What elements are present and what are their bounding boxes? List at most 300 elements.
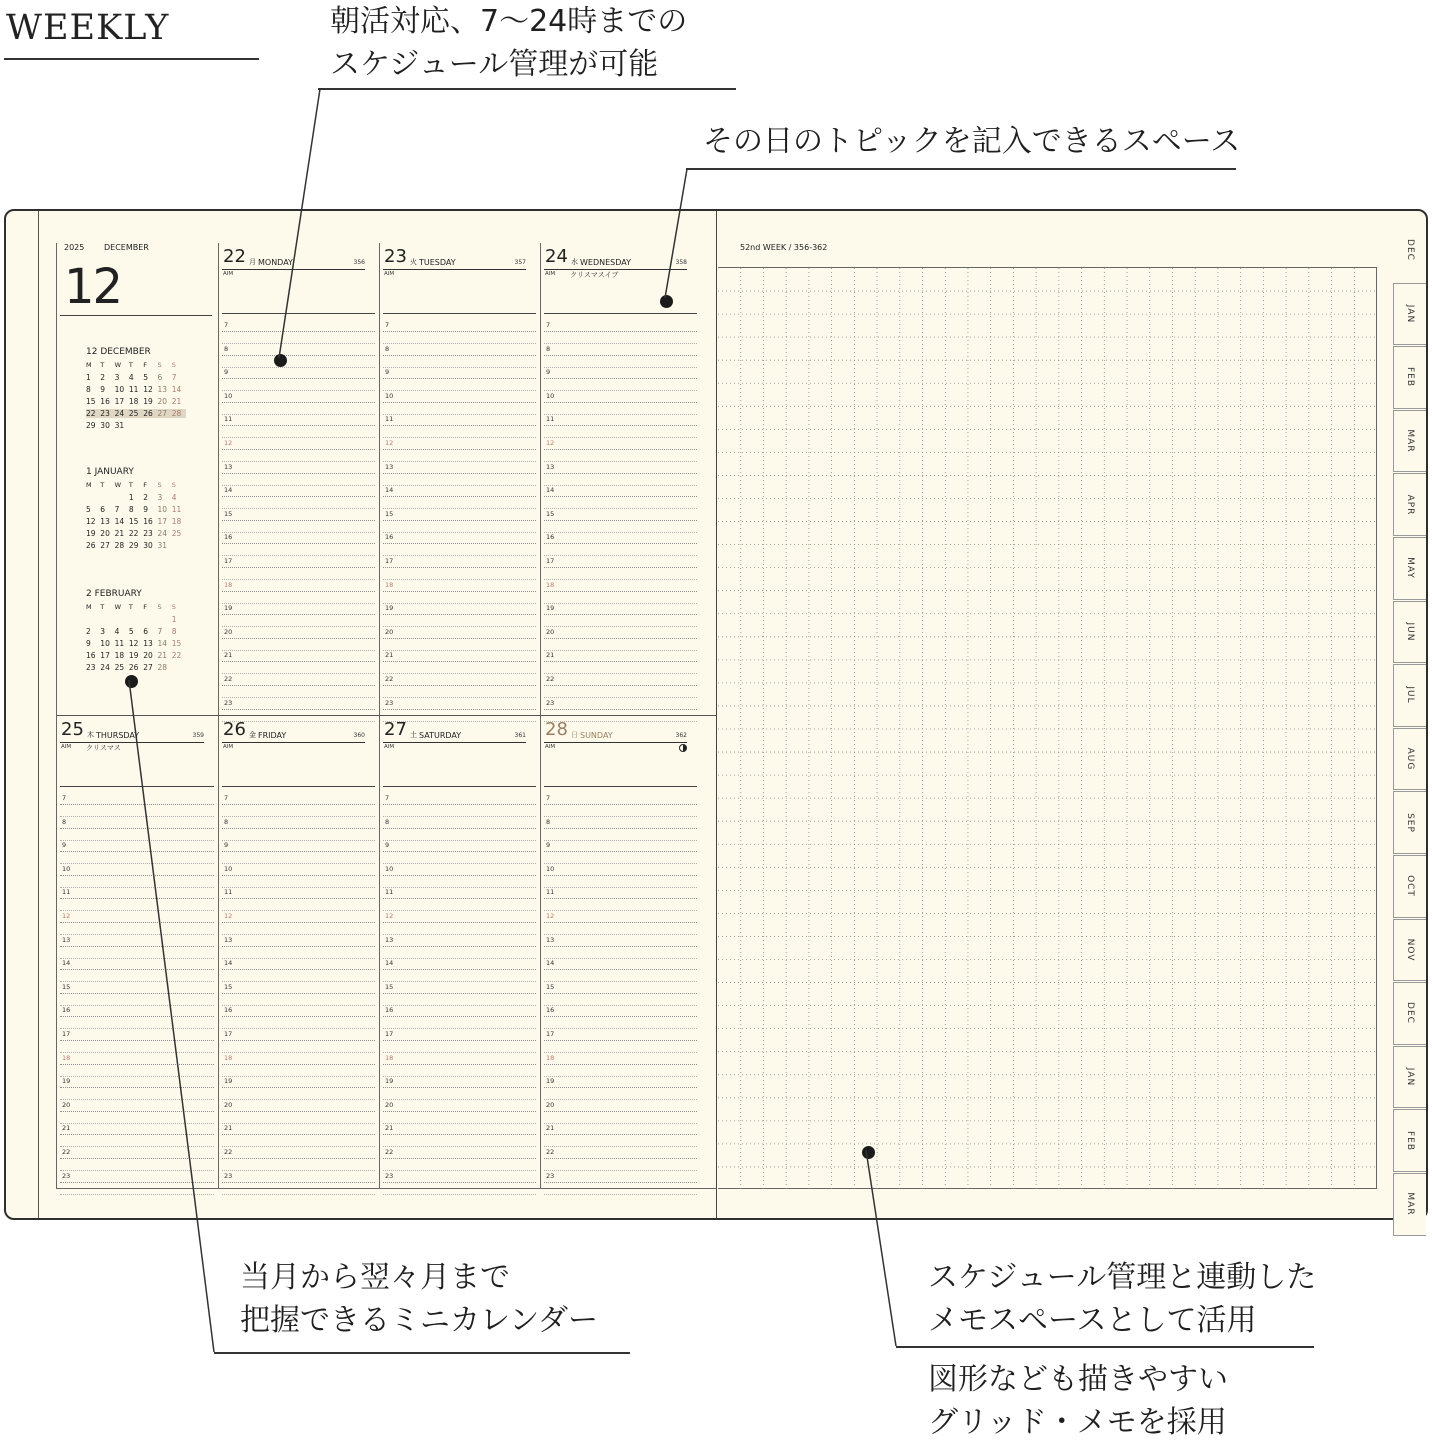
hour-label: 16 xyxy=(224,1006,233,1015)
calendar-day: 14 xyxy=(171,385,182,394)
hour-label: 7 xyxy=(224,794,229,802)
calendar-day: 15 xyxy=(86,397,96,406)
day-of-year: 360 xyxy=(353,732,365,739)
day-of-year: 356 xyxy=(353,259,365,266)
hour-label: 10 xyxy=(224,391,233,400)
year-label: 2025 xyxy=(64,243,85,252)
day-number: 22 xyxy=(223,246,246,267)
hour-label: 14 xyxy=(62,959,71,968)
day-name: MONDAY xyxy=(258,258,293,267)
calendar-day: 9 xyxy=(86,639,91,648)
hour-label: 23 xyxy=(224,1171,233,1180)
hour-label: 20 xyxy=(224,1100,233,1109)
hour-label: 11 xyxy=(224,415,233,424)
hour-label: 17 xyxy=(546,1030,555,1038)
leader-line xyxy=(665,169,687,298)
day-of-year: 357 xyxy=(514,259,526,266)
leader-line xyxy=(866,1150,896,1346)
hour-label: 17 xyxy=(224,557,233,565)
calendar-day: 7 xyxy=(171,373,177,382)
month-tab-label: OCT xyxy=(1405,875,1415,898)
weekday-label: S xyxy=(157,361,162,369)
hour-label: 14 xyxy=(224,486,233,495)
hour-label: 22 xyxy=(62,1148,71,1156)
weekday-label: S xyxy=(171,481,176,489)
callout-grid-line2: グリッド・メモを採用 xyxy=(928,1405,1227,1440)
month-tab-label: MAY xyxy=(1405,557,1415,580)
weekday-label: M xyxy=(86,361,92,369)
callout-memo-rule xyxy=(896,1346,1314,1348)
calendar-day: 17 xyxy=(100,651,110,660)
calendar-day: 22 xyxy=(86,409,100,418)
hour-label: 19 xyxy=(224,604,233,613)
hour-label: 16 xyxy=(385,533,394,542)
hour-label: 17 xyxy=(385,557,394,565)
calendar-day: 12 xyxy=(143,385,153,394)
calendar-day: 9 xyxy=(100,385,106,394)
calendar-day: 29 xyxy=(86,421,96,430)
hour-label: 12 xyxy=(385,439,394,447)
day-name: THURSDAY xyxy=(96,731,140,740)
hour-label: 13 xyxy=(224,462,233,471)
day-note: クリスマス xyxy=(86,744,121,752)
calendar-day: 7 xyxy=(114,505,120,514)
weekday-label: S xyxy=(157,481,162,489)
hour-label: 20 xyxy=(546,1100,555,1109)
hour-label: 8 xyxy=(385,344,390,353)
hour-label: 12 xyxy=(385,912,394,920)
hour-label: 8 xyxy=(546,817,551,826)
hour-label: 13 xyxy=(546,462,555,471)
hour-label: 21 xyxy=(224,651,233,660)
hour-label: 11 xyxy=(62,888,71,897)
weekday-label: T xyxy=(128,481,133,489)
leader-line xyxy=(279,89,320,358)
calendar-day: 27 xyxy=(157,409,171,418)
day-number: 23 xyxy=(384,246,407,267)
hour-label: 16 xyxy=(385,1006,394,1015)
calendar-day: 23 xyxy=(143,529,153,538)
calendar-day: 4 xyxy=(171,493,177,502)
hour-label: 16 xyxy=(546,533,555,542)
calendar-day: 24 xyxy=(157,529,168,538)
hour-label: 9 xyxy=(546,368,551,377)
month-tab-label: FEB xyxy=(1405,367,1415,388)
calendar-day: 21 xyxy=(171,397,182,406)
hour-label: 11 xyxy=(224,888,233,897)
hour-label: 22 xyxy=(224,1148,233,1156)
hour-label: 7 xyxy=(62,794,67,802)
calendar-day: 27 xyxy=(100,541,110,550)
calendar-day: 17 xyxy=(114,397,125,406)
calendar-day: 30 xyxy=(100,421,110,430)
weekday-label: T xyxy=(100,361,105,369)
calendar-day: 5 xyxy=(86,505,91,514)
day-name: WEDNESDAY xyxy=(580,258,631,267)
hour-label: 9 xyxy=(385,368,390,377)
hour-label: 16 xyxy=(62,1006,71,1015)
callout-grid xyxy=(928,1358,1228,1444)
hour-label: 13 xyxy=(62,935,71,944)
calendar-day: 10 xyxy=(100,639,110,648)
calendar-day: 22 xyxy=(128,529,139,538)
month-tab-label: SEP xyxy=(1405,812,1415,833)
hour-label: 10 xyxy=(62,864,71,873)
hour-label: 21 xyxy=(546,1124,555,1133)
month-tab-label: JUL xyxy=(1405,686,1415,705)
calendar-day: 18 xyxy=(171,517,182,526)
callout-hours-line1: 朝活対応、7～24時までの xyxy=(330,4,688,39)
callout-hours-line2: スケジュール管理が可能 xyxy=(330,47,659,82)
calendar-day: 15 xyxy=(128,517,139,526)
hour-label: 20 xyxy=(62,1100,71,1109)
hour-label: 15 xyxy=(546,509,555,518)
calendar-day: 21 xyxy=(114,529,125,538)
hour-label: 21 xyxy=(546,651,555,660)
calendar-day: 6 xyxy=(157,373,163,382)
weekday-label: T xyxy=(128,603,133,611)
day-name: TUESDAY xyxy=(419,258,456,267)
calendar-day: 8 xyxy=(171,627,177,636)
hour-label: 18 xyxy=(224,580,233,589)
calendar-day: 22 xyxy=(171,651,182,660)
calendar-day: 24 xyxy=(115,409,129,418)
calendar-day: 17 xyxy=(157,517,168,526)
hour-label: 13 xyxy=(546,935,555,944)
mini-calendar-title: 1 JANUARY xyxy=(86,467,134,477)
month-tab-label: JAN xyxy=(1405,304,1415,324)
hour-label: 10 xyxy=(224,864,233,873)
hour-label: 7 xyxy=(385,321,390,329)
day-number: 25 xyxy=(61,719,84,740)
calendar-day: 1 xyxy=(86,373,91,382)
calendar-day: 21 xyxy=(157,651,168,660)
hour-label: 21 xyxy=(385,1124,394,1133)
hour-label: 10 xyxy=(546,391,555,400)
hour-label: 22 xyxy=(546,1148,555,1156)
calendar-day: 20 xyxy=(143,651,153,660)
hour-label: 9 xyxy=(224,368,229,377)
calendar-day: 6 xyxy=(100,505,106,514)
hour-label: 17 xyxy=(546,557,555,565)
hour-label: 13 xyxy=(385,462,394,471)
hour-label: 22 xyxy=(546,675,555,683)
calendar-day: 2 xyxy=(100,373,106,382)
hour-label: 23 xyxy=(546,698,555,707)
aim-label: AIM xyxy=(61,744,72,750)
hour-label: 19 xyxy=(385,604,394,613)
calendar-day: 2 xyxy=(143,493,148,502)
hour-label: 20 xyxy=(224,627,233,636)
day-kanji: 日 xyxy=(571,731,578,739)
day-number: 26 xyxy=(223,719,246,740)
hour-label: 7 xyxy=(546,794,551,802)
hour-label: 9 xyxy=(546,841,551,850)
hour-label: 10 xyxy=(546,864,555,873)
month-name: DECEMBER xyxy=(104,243,149,252)
aim-label: AIM xyxy=(223,271,234,277)
hour-label: 17 xyxy=(385,1030,394,1038)
calendar-day: 18 xyxy=(114,651,125,660)
hour-label: 15 xyxy=(385,982,394,991)
hour-label: 19 xyxy=(385,1077,394,1086)
calendar-day: 9 xyxy=(143,505,148,514)
calendar-day: 25 xyxy=(129,409,143,418)
callout-grid-line1: 図形なども描きやすい xyxy=(928,1362,1228,1397)
calendar-day: 8 xyxy=(86,385,91,394)
hour-label: 10 xyxy=(385,391,394,400)
calendar-day: 2 xyxy=(86,627,91,636)
hour-label: 12 xyxy=(546,439,555,447)
calendar-day: 1 xyxy=(128,493,134,502)
hour-label: 15 xyxy=(385,509,394,518)
weekday-label: S xyxy=(171,603,176,611)
hour-label: 19 xyxy=(546,1077,555,1086)
callout-topic-line1: その日のトピックを記入できるスペース xyxy=(703,124,1241,159)
calendar-day: 16 xyxy=(143,517,153,526)
calendar-day: 1 xyxy=(171,615,177,624)
calendar-day: 11 xyxy=(128,385,139,394)
calendar-day: 3 xyxy=(100,627,106,636)
calendar-day: 14 xyxy=(114,517,125,526)
weekday-label: S xyxy=(157,603,162,611)
hour-label: 12 xyxy=(62,912,71,920)
hour-label: 7 xyxy=(385,794,390,802)
calendar-day: 4 xyxy=(128,373,134,382)
hour-label: 18 xyxy=(546,580,555,589)
mini-calendar-title: 2 FEBRUARY xyxy=(86,589,142,599)
hour-label: 23 xyxy=(546,1171,555,1180)
weekday-label: T xyxy=(128,361,133,369)
calendar-day: 29 xyxy=(128,541,139,550)
calendar-day: 31 xyxy=(157,541,168,550)
calendar-day: 28 xyxy=(172,409,186,418)
calendar-day: 23 xyxy=(100,409,114,418)
calendar-day: 28 xyxy=(157,663,168,672)
day-name: SUNDAY xyxy=(580,731,613,740)
hour-label: 18 xyxy=(385,1053,394,1062)
hour-label: 14 xyxy=(546,959,555,968)
hour-label: 15 xyxy=(224,982,233,991)
month-tab-label: MAR xyxy=(1405,429,1415,453)
calendar-day: 5 xyxy=(128,627,134,636)
hour-label: 19 xyxy=(224,1077,233,1086)
callout-mini-calendar-line2: 把握できるミニカレンダー xyxy=(240,1303,599,1338)
aim-label: AIM xyxy=(384,744,395,750)
hour-label: 11 xyxy=(546,415,555,424)
hour-label: 20 xyxy=(385,627,394,636)
hour-label: 8 xyxy=(546,344,551,353)
calendar-day: 15 xyxy=(171,639,182,648)
hour-label: 11 xyxy=(385,888,394,897)
day-number: 24 xyxy=(545,246,568,267)
month-tab-label: MAR xyxy=(1405,1192,1415,1216)
calendar-day: 6 xyxy=(143,627,148,636)
calendar-day: 19 xyxy=(143,397,153,406)
weekday-label: F xyxy=(143,481,147,489)
calendar-day: 24 xyxy=(100,663,110,672)
calendar-day: 20 xyxy=(157,397,168,406)
callout-memo-line2: メモスペースとして活用 xyxy=(928,1303,1257,1338)
hour-label: 22 xyxy=(224,675,233,683)
calendar-day: 12 xyxy=(86,517,96,526)
hour-label: 14 xyxy=(385,486,394,495)
day-kanji: 月 xyxy=(249,258,256,266)
hour-label: 9 xyxy=(62,841,67,850)
month-tab-label: JUN xyxy=(1405,622,1415,642)
callout-memo-line1: スケジュール管理と連動した xyxy=(928,1260,1317,1295)
callout-memo xyxy=(928,1256,1316,1342)
leader-line xyxy=(129,680,214,1352)
hour-label: 13 xyxy=(385,935,394,944)
calendar-day: 26 xyxy=(128,663,139,672)
calendar-day: 27 xyxy=(143,663,153,672)
hour-label: 17 xyxy=(62,1030,71,1038)
day-of-year: 362 xyxy=(675,732,687,739)
hour-label: 14 xyxy=(224,959,233,968)
month-tab-label: APR xyxy=(1405,494,1415,516)
hour-label: 13 xyxy=(224,935,233,944)
hour-label: 23 xyxy=(385,1171,394,1180)
calendar-day: 19 xyxy=(86,529,96,538)
calendar-day: 8 xyxy=(128,505,134,514)
weekday-label: T xyxy=(100,603,105,611)
hour-label: 8 xyxy=(62,817,67,826)
hour-label: 20 xyxy=(385,1100,394,1109)
weekday-label: W xyxy=(114,361,122,369)
calendar-day: 23 xyxy=(86,663,96,672)
hour-label: 23 xyxy=(62,1171,71,1180)
hour-label: 23 xyxy=(385,698,394,707)
calendar-day: 13 xyxy=(157,385,168,394)
calendar-day: 30 xyxy=(143,541,153,550)
day-name: SATURDAY xyxy=(419,731,462,740)
calendar-day: 3 xyxy=(114,373,120,382)
calendar-day: 31 xyxy=(114,421,125,430)
calendar-day: 25 xyxy=(171,529,182,538)
calendar-day: 10 xyxy=(157,505,168,514)
hour-label: 21 xyxy=(62,1124,71,1133)
calendar-day: 26 xyxy=(143,409,157,418)
page-title: WEEKLY xyxy=(6,8,170,48)
aim-label: AIM xyxy=(545,744,556,750)
hour-label: 12 xyxy=(224,912,233,920)
hour-label: 8 xyxy=(224,817,229,826)
hour-label: 15 xyxy=(62,982,71,991)
hour-label: 17 xyxy=(224,1030,233,1038)
hour-label: 7 xyxy=(546,321,551,329)
month-tab-label: NOV xyxy=(1405,938,1415,962)
callout-mini-calendar-rule xyxy=(214,1352,630,1354)
day-number: 28 xyxy=(545,719,568,740)
hour-label: 9 xyxy=(224,841,229,850)
day-of-year: 359 xyxy=(192,732,204,739)
hour-label: 15 xyxy=(546,982,555,991)
month-tab-label: JAN xyxy=(1405,1067,1415,1087)
calendar-day: 20 xyxy=(100,529,110,538)
weekday-label: F xyxy=(143,361,147,369)
calendar-day: 25 xyxy=(114,663,125,672)
weekday-label: W xyxy=(114,481,122,489)
hour-label: 18 xyxy=(224,1053,233,1062)
hour-label: 11 xyxy=(385,415,394,424)
aim-label: AIM xyxy=(545,271,556,277)
hour-label: 18 xyxy=(385,580,394,589)
day-of-year: 361 xyxy=(514,732,526,739)
day-kanji: 火 xyxy=(410,258,417,266)
hour-label: 7 xyxy=(224,321,229,329)
day-of-year: 358 xyxy=(675,259,687,266)
calendar-day: 11 xyxy=(171,505,182,514)
calendar-day: 26 xyxy=(86,541,96,550)
mini-calendar-title: 12 DECEMBER xyxy=(86,347,151,357)
calendar-day: 28 xyxy=(114,541,125,550)
hour-label: 19 xyxy=(62,1077,71,1086)
weekday-label: T xyxy=(100,481,105,489)
hour-label: 14 xyxy=(546,486,555,495)
hour-label: 8 xyxy=(385,817,390,826)
day-kanji: 木 xyxy=(87,731,94,739)
month-tab-label: DEC xyxy=(1405,1002,1415,1025)
hour-label: 18 xyxy=(546,1053,555,1062)
hour-label: 15 xyxy=(224,509,233,518)
day-kanji: 土 xyxy=(410,731,417,739)
callout-mini-calendar xyxy=(240,1256,598,1342)
hour-label: 23 xyxy=(224,698,233,707)
callout-mini-calendar-line1: 当月から翌々月まで xyxy=(240,1260,510,1295)
calendar-day: 18 xyxy=(128,397,139,406)
hour-label: 10 xyxy=(385,864,394,873)
hour-label: 14 xyxy=(385,959,394,968)
calendar-day: 13 xyxy=(143,639,153,648)
hour-label: 9 xyxy=(385,841,390,850)
calendar-day: 3 xyxy=(157,493,163,502)
hour-label: 12 xyxy=(546,912,555,920)
calendar-day: 7 xyxy=(157,627,163,636)
day-name: FRIDAY xyxy=(258,731,287,740)
weekday-label: W xyxy=(114,603,122,611)
weekday-label: F xyxy=(143,603,147,611)
weekday-label: M xyxy=(86,603,92,611)
hour-label: 19 xyxy=(546,604,555,613)
day-number: 27 xyxy=(384,719,407,740)
hour-label: 18 xyxy=(62,1053,71,1062)
calendar-day: 13 xyxy=(100,517,110,526)
hour-label: 12 xyxy=(224,439,233,447)
aim-label: AIM xyxy=(384,271,395,277)
month-tab-label: FEB xyxy=(1405,1130,1415,1151)
calendar-day: 12 xyxy=(128,639,139,648)
week-label: 52nd WEEK / 356-362 xyxy=(740,243,828,252)
hour-label: 21 xyxy=(385,651,394,660)
calendar-day: 11 xyxy=(114,639,125,648)
weekday-label: M xyxy=(86,481,92,489)
month-tab-label: AUG xyxy=(1405,747,1415,771)
day-note: クリスマスイブ xyxy=(570,271,619,279)
hour-label: 21 xyxy=(224,1124,233,1133)
calendar-day: 16 xyxy=(100,397,110,406)
month-number: 12 xyxy=(64,259,122,315)
calendar-day: 16 xyxy=(86,651,96,660)
day-kanji: 水 xyxy=(571,258,578,266)
hour-label: 16 xyxy=(224,533,233,542)
calendar-day: 19 xyxy=(128,651,139,660)
month-tab-label: DEC xyxy=(1404,239,1415,262)
hour-label: 20 xyxy=(546,627,555,636)
hour-label: 22 xyxy=(385,1148,394,1156)
calendar-day: 4 xyxy=(114,627,120,636)
calendar-day: 10 xyxy=(114,385,125,394)
